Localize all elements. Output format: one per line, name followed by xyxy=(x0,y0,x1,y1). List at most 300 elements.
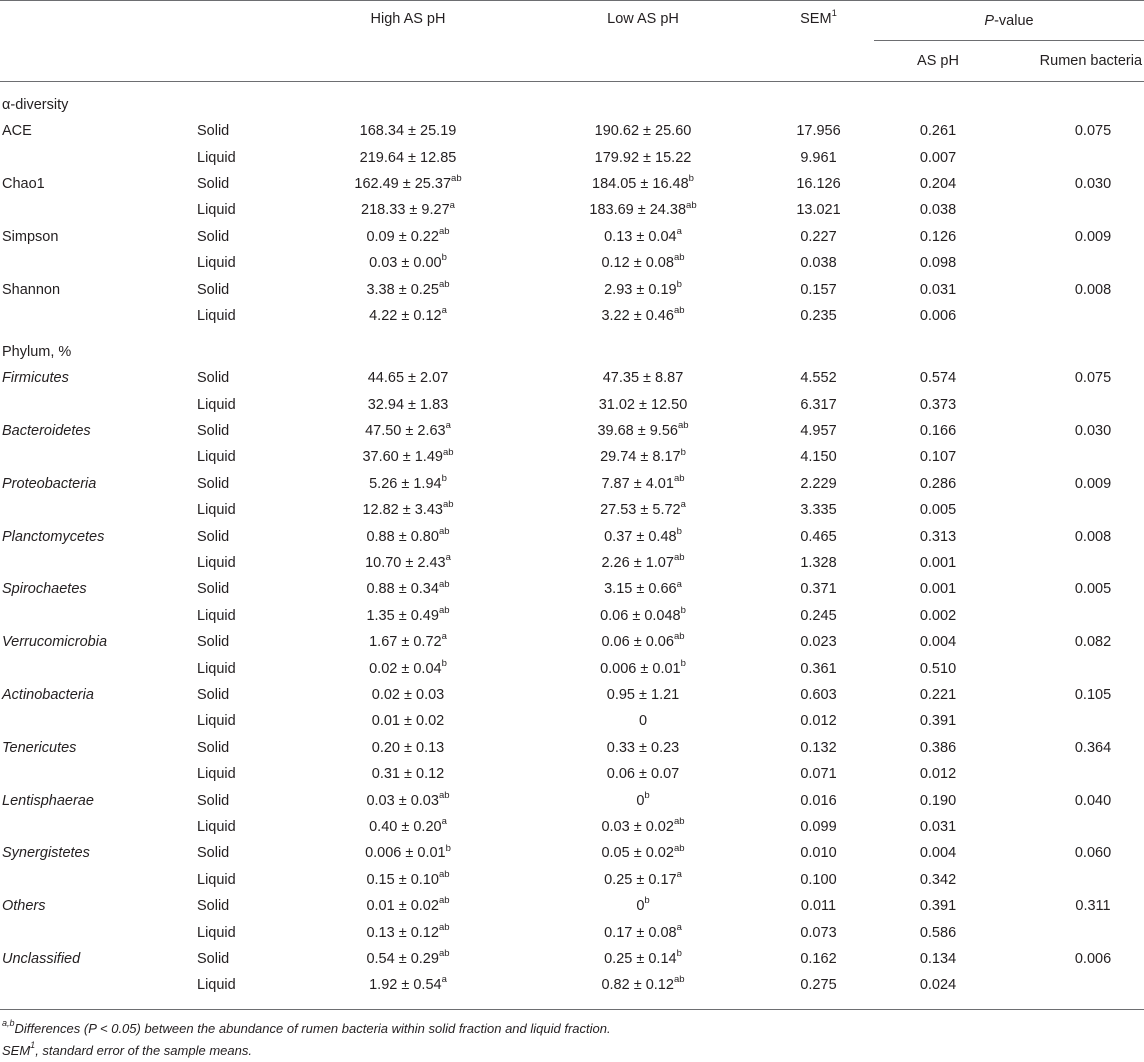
high-as-ph-cell-value: 47.50 ± 2.63 xyxy=(365,423,446,440)
row-name: Bacteroidetes xyxy=(2,423,91,440)
p-as-ph-cell: 0.004 xyxy=(919,634,957,651)
sem-cell: 0.012 xyxy=(800,713,837,730)
fraction-cell: Solid xyxy=(197,581,230,598)
row-name-empty xyxy=(0,655,197,681)
low-as-ph-cell xyxy=(523,303,763,329)
high-as-ph-cell-value: 0.88 ± 0.80 xyxy=(366,528,439,545)
low-as-ph-cell-value: 183.69 ± 24.38 xyxy=(589,202,687,219)
p-as-ph-cell: 0.391 xyxy=(919,713,957,730)
row-name: Synergistetes xyxy=(2,845,90,862)
header-sem-label: SEM xyxy=(800,11,832,27)
p-rumen-cell: 0.005 xyxy=(1074,581,1112,598)
sem-cell: 0.010 xyxy=(800,845,837,862)
row-name: Planctomycetes xyxy=(2,528,105,545)
low-as-ph-cell-superscript: ab xyxy=(673,631,685,643)
fraction-cell: Liquid xyxy=(197,149,236,166)
p-rumen-cell xyxy=(1002,497,1144,523)
high-as-ph-cell-superscript: ab xyxy=(438,789,450,801)
low-as-ph-cell-value: 0.03 ± 0.02 xyxy=(601,818,674,835)
row-name: Verrucomicrobia xyxy=(2,634,108,651)
table-row xyxy=(0,655,1144,681)
fraction-cell: Liquid xyxy=(197,449,236,466)
low-as-ph-cell-value: 0.17 ± 0.08 xyxy=(604,924,677,941)
table-row xyxy=(0,171,1144,197)
p-rumen-cell xyxy=(1002,392,1144,418)
sem-cell: 0.361 xyxy=(800,660,837,677)
high-as-ph-cell-value: 0.03 ± 0.03 xyxy=(366,792,439,809)
low-as-ph-cell xyxy=(523,576,763,602)
table-row xyxy=(0,682,1144,708)
sem-cell: 0.157 xyxy=(800,281,837,298)
low-as-ph-cell xyxy=(523,392,763,418)
fraction-cell: Solid xyxy=(197,634,230,651)
high-as-ph-cell-value: 12.82 ± 3.43 xyxy=(362,502,443,519)
low-as-ph-cell xyxy=(523,144,763,170)
sem-cell: 2.229 xyxy=(800,475,837,492)
table-row xyxy=(0,893,1144,919)
fraction-cell: Solid xyxy=(197,792,230,809)
low-as-ph-cell-value: 184.05 ± 16.48 xyxy=(592,175,689,192)
p-as-ph-cell: 0.134 xyxy=(919,950,957,967)
high-as-ph-cell-value: 32.94 ± 1.83 xyxy=(367,396,449,413)
section-header-row xyxy=(0,338,1144,365)
table-row xyxy=(0,946,1144,972)
footnote-1 xyxy=(2,1018,1144,1040)
high-as-ph-cell xyxy=(293,144,523,170)
high-as-ph-cell-superscript: b xyxy=(441,657,447,669)
high-as-ph-cell xyxy=(293,708,523,734)
table-row xyxy=(0,418,1144,444)
footnote-2-text: , standard error of the sample means. xyxy=(35,1042,252,1058)
low-as-ph-cell xyxy=(523,250,763,276)
fraction-cell: Solid xyxy=(197,475,230,492)
table-row xyxy=(0,250,1144,276)
p-rumen-cell xyxy=(1002,761,1144,787)
p-as-ph-cell: 0.004 xyxy=(919,845,957,862)
low-as-ph-cell xyxy=(523,629,763,655)
high-as-ph-cell-superscript: b xyxy=(441,473,447,485)
p-as-ph-cell: 0.391 xyxy=(919,898,957,915)
low-as-ph-cell-superscript: b xyxy=(644,895,650,907)
high-as-ph-cell-value: 1.92 ± 0.54 xyxy=(369,977,442,994)
p-as-ph-cell: 0.006 xyxy=(919,307,957,324)
p-as-ph-cell: 0.012 xyxy=(919,766,957,783)
high-as-ph-cell-value: 0.01 ± 0.02 xyxy=(371,713,445,730)
footnotes xyxy=(0,1018,1144,1062)
p-rumen-cell: 0.009 xyxy=(1074,475,1112,492)
row-name-empty xyxy=(0,303,197,329)
p-as-ph-cell: 0.001 xyxy=(919,581,957,598)
low-as-ph-cell xyxy=(523,814,763,840)
row-name: Actinobacteria xyxy=(2,687,94,703)
p-rumen-cell: 0.040 xyxy=(1074,792,1112,809)
fraction-cell: Liquid xyxy=(197,502,236,519)
high-as-ph-cell-superscript: a xyxy=(441,631,447,643)
high-as-ph-cell-value: 1.35 ± 0.49 xyxy=(366,607,439,624)
p-as-ph-cell: 0.038 xyxy=(919,202,957,219)
low-as-ph-cell-value: 0.06 ± 0.048 xyxy=(600,607,681,624)
p-as-ph-cell: 0.373 xyxy=(919,396,957,413)
p-rumen-cell xyxy=(1002,250,1144,276)
low-as-ph-cell xyxy=(523,761,763,787)
fraction-cell: Solid xyxy=(197,687,230,703)
p-as-ph-cell: 0.031 xyxy=(919,818,957,835)
row-name: Others xyxy=(2,898,46,915)
p-as-ph-cell: 0.031 xyxy=(919,281,957,298)
table-row xyxy=(0,629,1144,655)
p-as-ph-cell: 0.386 xyxy=(919,739,957,756)
table-row xyxy=(0,224,1144,250)
sem-cell: 1.328 xyxy=(800,555,837,572)
low-as-ph-cell-value: 29.74 ± 8.17 xyxy=(600,449,681,466)
sem-cell: 0.023 xyxy=(800,634,837,651)
high-as-ph-cell-value: 44.65 ± 2.07 xyxy=(367,370,449,387)
high-as-ph-cell-value: 218.33 ± 9.27 xyxy=(361,202,450,219)
high-as-ph-cell-value: 0.20 ± 0.13 xyxy=(371,739,445,756)
row-name-empty xyxy=(0,867,197,893)
high-as-ph-cell-superscript: ab xyxy=(438,578,450,590)
low-as-ph-cell-value: 3.15 ± 0.66 xyxy=(604,581,677,598)
high-as-ph-cell xyxy=(293,197,523,223)
low-as-ph-cell-superscript: b xyxy=(644,789,650,801)
section-spacer xyxy=(0,82,1144,92)
high-as-ph-cell xyxy=(293,303,523,329)
p-rumen-cell xyxy=(1002,867,1144,893)
low-as-ph-cell-superscript: b xyxy=(676,278,682,290)
p-rumen-cell: 0.030 xyxy=(1074,423,1112,440)
table-row xyxy=(0,444,1144,470)
p-as-ph-cell: 0.001 xyxy=(919,555,957,572)
table-row xyxy=(0,867,1144,893)
sem-cell: 9.961 xyxy=(800,149,837,166)
high-as-ph-cell-superscript: ab xyxy=(438,895,450,907)
fraction-cell: Solid xyxy=(197,898,230,915)
sem-cell: 0.038 xyxy=(800,255,837,272)
high-as-ph-cell-superscript: ab xyxy=(451,173,462,185)
low-as-ph-cell-value: 0.33 ± 0.23 xyxy=(606,739,680,756)
low-as-ph-cell-value: 27.53 ± 5.72 xyxy=(600,502,681,519)
p-as-ph-cell: 0.574 xyxy=(919,370,957,387)
low-as-ph-cell xyxy=(523,444,763,470)
low-as-ph-cell xyxy=(523,523,763,549)
low-as-ph-cell xyxy=(523,840,763,866)
table-row xyxy=(0,497,1144,523)
p-as-ph-cell: 0.007 xyxy=(919,149,957,166)
high-as-ph-cell-superscript: a xyxy=(445,552,451,564)
low-as-ph-cell-superscript: b xyxy=(680,657,686,669)
high-as-ph-cell-value: 5.26 ± 1.94 xyxy=(369,475,442,492)
low-as-ph-cell-superscript: ab xyxy=(686,199,697,211)
fraction-cell: Liquid xyxy=(197,660,236,677)
fraction-cell: Liquid xyxy=(197,396,236,413)
header-low-as-ph: Low AS pH xyxy=(523,1,763,82)
high-as-ph-cell-superscript: ab xyxy=(438,948,450,960)
sem-cell: 0.465 xyxy=(800,528,837,545)
high-as-ph-cell xyxy=(293,761,523,787)
low-as-ph-cell xyxy=(523,787,763,813)
p-as-ph-cell: 0.190 xyxy=(919,792,957,809)
fraction-cell: Solid xyxy=(197,281,230,298)
fraction-cell: Liquid xyxy=(197,977,236,994)
high-as-ph-cell xyxy=(293,471,523,497)
high-as-ph-cell xyxy=(293,250,523,276)
low-as-ph-cell-superscript: b xyxy=(676,525,682,537)
low-as-ph-cell xyxy=(523,603,763,629)
fraction-cell: Liquid xyxy=(197,713,236,730)
row-name-empty xyxy=(0,761,197,787)
high-as-ph-cell-value: 0.01 ± 0.02 xyxy=(366,898,439,915)
high-as-ph-cell-value: 162.49 ± 25.37 xyxy=(354,175,452,192)
table-bottom-rule xyxy=(0,999,1144,1010)
row-name-empty xyxy=(0,708,197,734)
high-as-ph-cell-value: 168.34 ± 25.19 xyxy=(359,123,457,140)
section-title: α-diversity xyxy=(2,96,69,113)
fraction-cell: Liquid xyxy=(197,307,236,324)
row-name-empty xyxy=(0,814,197,840)
row-name-empty xyxy=(0,392,197,418)
table-row xyxy=(0,761,1144,787)
low-as-ph-cell xyxy=(523,972,763,998)
high-as-ph-cell-value: 0.40 ± 0.20 xyxy=(369,818,442,835)
row-name-empty xyxy=(0,444,197,470)
low-as-ph-cell xyxy=(523,682,763,708)
high-as-ph-cell xyxy=(293,497,523,523)
high-as-ph-cell xyxy=(293,444,523,470)
low-as-ph-cell-value: 2.26 ± 1.07 xyxy=(601,555,674,572)
fraction-cell: Solid xyxy=(197,950,230,967)
p-rumen-cell: 0.006 xyxy=(1074,950,1112,967)
high-as-ph-cell-value: 0.006 ± 0.01 xyxy=(365,845,446,862)
header-blank-fraction xyxy=(197,1,293,82)
low-as-ph-cell xyxy=(523,735,763,761)
high-as-ph-cell-value: 10.70 ± 2.43 xyxy=(365,555,446,572)
high-as-ph-cell-superscript: ab xyxy=(438,225,450,237)
p-rumen-cell: 0.075 xyxy=(1074,123,1112,140)
p-rumen-cell: 0.311 xyxy=(1075,898,1111,915)
high-as-ph-cell-superscript: a xyxy=(445,420,451,432)
header-sem xyxy=(763,1,874,82)
low-as-ph-cell-superscript: a xyxy=(676,225,682,237)
footnote-2-sup: 1 xyxy=(30,1040,36,1051)
low-as-ph-cell-value: 0.06 ± 0.06 xyxy=(601,634,674,651)
p-rumen-cell: 0.008 xyxy=(1074,281,1112,298)
high-as-ph-cell-superscript: b xyxy=(441,252,447,264)
table-row xyxy=(0,392,1144,418)
high-as-ph-cell-superscript: ab xyxy=(442,499,454,511)
fraction-cell: Liquid xyxy=(197,255,236,272)
header-row-1 xyxy=(0,1,1144,41)
low-as-ph-cell-value: 0 xyxy=(636,898,645,915)
low-as-ph-cell-superscript: ab xyxy=(673,252,685,264)
row-name: Tenericutes xyxy=(2,739,77,756)
high-as-ph-cell-superscript: ab xyxy=(442,446,454,458)
high-as-ph-cell xyxy=(293,814,523,840)
p-rumen-cell: 0.030 xyxy=(1074,175,1112,192)
high-as-ph-cell-superscript: a xyxy=(449,199,455,211)
sem-cell: 6.317 xyxy=(800,396,837,413)
high-as-ph-cell-value: 4.22 ± 0.12 xyxy=(369,307,442,324)
high-as-ph-cell xyxy=(293,840,523,866)
fraction-cell: Liquid xyxy=(197,555,236,572)
high-as-ph-cell-value: 37.60 ± 1.49 xyxy=(362,449,443,466)
p-as-ph-cell: 0.261 xyxy=(919,123,957,140)
high-as-ph-cell-superscript: ab xyxy=(438,525,450,537)
high-as-ph-cell-value: 3.38 ± 0.25 xyxy=(366,281,439,298)
header-pvalue-as-ph: AS pH xyxy=(874,41,1002,82)
high-as-ph-cell-value: 219.64 ± 12.85 xyxy=(359,149,457,166)
high-as-ph-cell-superscript: ab xyxy=(438,868,450,880)
spacer-cell xyxy=(0,329,1144,338)
high-as-ph-cell xyxy=(293,893,523,919)
low-as-ph-cell xyxy=(523,550,763,576)
table-body xyxy=(0,82,1144,1010)
p-rumen-cell: 0.009 xyxy=(1074,228,1112,245)
p-rumen-cell xyxy=(1002,919,1144,945)
section-title: Phylum, % xyxy=(2,343,72,360)
fraction-cell: Solid xyxy=(197,739,230,756)
p-rumen-cell xyxy=(1002,550,1144,576)
fraction-cell: Liquid xyxy=(197,924,236,941)
low-as-ph-cell-value: 0.37 ± 0.48 xyxy=(604,528,677,545)
sem-cell: 0.162 xyxy=(800,950,837,967)
header-pvalue xyxy=(874,1,1144,41)
high-as-ph-cell-value: 0.02 ± 0.04 xyxy=(369,660,442,677)
high-as-ph-cell-superscript: a xyxy=(441,974,447,986)
sem-cell: 0.100 xyxy=(800,871,837,888)
high-as-ph-cell xyxy=(293,735,523,761)
p-as-ph-cell: 0.024 xyxy=(919,977,957,994)
p-as-ph-cell: 0.005 xyxy=(919,502,957,519)
low-as-ph-cell xyxy=(523,655,763,681)
low-as-ph-cell xyxy=(523,946,763,972)
row-name-empty xyxy=(0,603,197,629)
p-rumen-cell xyxy=(1002,708,1144,734)
table-row xyxy=(0,919,1144,945)
p-rumen-cell: 0.075 xyxy=(1074,370,1112,387)
fraction-cell: Solid xyxy=(197,528,230,545)
low-as-ph-cell-superscript: ab xyxy=(673,816,685,828)
table-row xyxy=(0,144,1144,170)
p-rumen-cell xyxy=(1002,972,1144,998)
sem-cell: 3.335 xyxy=(800,502,837,519)
low-as-ph-cell-superscript: b xyxy=(680,446,686,458)
low-as-ph-cell-value: 2.93 ± 0.19 xyxy=(604,281,677,298)
high-as-ph-cell-value: 0.03 ± 0.00 xyxy=(369,255,442,272)
high-as-ph-cell xyxy=(293,919,523,945)
low-as-ph-cell-superscript: a xyxy=(676,868,682,880)
table-row xyxy=(0,576,1144,602)
fraction-cell: Solid xyxy=(197,228,230,245)
low-as-ph-cell-superscript: ab xyxy=(673,842,685,854)
low-as-ph-cell xyxy=(523,118,763,144)
fraction-cell: Liquid xyxy=(197,202,236,219)
high-as-ph-cell xyxy=(293,867,523,893)
table-row xyxy=(0,550,1144,576)
table-row xyxy=(0,814,1144,840)
high-as-ph-cell-superscript: a xyxy=(441,305,447,317)
fraction-cell: Solid xyxy=(197,175,230,192)
p-rumen-cell xyxy=(1002,444,1144,470)
table-row xyxy=(0,303,1144,329)
row-name: Unclassified xyxy=(2,950,81,967)
footnote-2-prefix: SEM xyxy=(2,1042,31,1058)
p-as-ph-cell: 0.313 xyxy=(919,528,957,545)
low-as-ph-cell-value: 47.35 ± 8.87 xyxy=(602,370,684,387)
sem-cell: 16.126 xyxy=(796,175,841,192)
header-pvalue-p: P xyxy=(984,12,995,29)
table-row xyxy=(0,708,1144,734)
low-as-ph-cell-superscript: ab xyxy=(673,974,685,986)
table-row xyxy=(0,276,1144,302)
row-name: Firmicutes xyxy=(2,370,69,387)
low-as-ph-cell-value: 0 xyxy=(638,713,648,730)
low-as-ph-cell-superscript: b xyxy=(688,173,694,185)
high-as-ph-cell xyxy=(293,224,523,250)
high-as-ph-cell-value: 0.02 ± 0.03 xyxy=(371,687,445,703)
header-pvalue-suffix: -value xyxy=(994,12,1034,29)
low-as-ph-cell xyxy=(523,919,763,945)
p-as-ph-cell: 0.221 xyxy=(919,687,957,703)
low-as-ph-cell xyxy=(523,224,763,250)
row-name-empty xyxy=(0,144,197,170)
high-as-ph-cell-value: 0.13 ± 0.12 xyxy=(366,924,439,941)
table-row xyxy=(0,365,1144,391)
low-as-ph-cell-value: 0.006 ± 0.01 xyxy=(600,660,681,677)
high-as-ph-cell xyxy=(293,392,523,418)
high-as-ph-cell-superscript: ab xyxy=(438,921,450,933)
sem-cell: 0.132 xyxy=(800,739,837,756)
p-rumen-cell: 0.082 xyxy=(1074,634,1112,651)
sem-cell: 13.021 xyxy=(796,202,841,219)
high-as-ph-cell xyxy=(293,787,523,813)
sem-cell: 4.957 xyxy=(800,423,837,440)
p-rumen-cell: 0.105 xyxy=(1074,687,1112,703)
row-name: Simpson xyxy=(2,228,59,245)
high-as-ph-cell-superscript: ab xyxy=(438,278,450,290)
sem-cell: 0.227 xyxy=(800,228,837,245)
sem-cell: 17.956 xyxy=(796,123,841,140)
fraction-cell: Solid xyxy=(197,123,230,140)
high-as-ph-cell xyxy=(293,603,523,629)
row-name: Spirochaetes xyxy=(2,581,87,598)
p-as-ph-cell: 0.204 xyxy=(919,175,957,192)
footnote-1-sup: a,b xyxy=(2,1018,15,1029)
sem-cell: 0.099 xyxy=(800,818,837,835)
low-as-ph-cell xyxy=(523,418,763,444)
high-as-ph-cell xyxy=(293,629,523,655)
p-rumen-cell: 0.008 xyxy=(1074,528,1112,545)
high-as-ph-cell xyxy=(293,655,523,681)
table-row xyxy=(0,787,1144,813)
low-as-ph-cell xyxy=(523,867,763,893)
p-rumen-cell xyxy=(1002,303,1144,329)
low-as-ph-cell xyxy=(523,497,763,523)
low-as-ph-cell xyxy=(523,893,763,919)
high-as-ph-cell xyxy=(293,682,523,708)
low-as-ph-cell-superscript: b xyxy=(680,605,686,616)
low-as-ph-cell-superscript: b xyxy=(676,948,682,960)
row-name-empty xyxy=(0,972,197,998)
table-row xyxy=(0,197,1144,223)
low-as-ph-cell-superscript: a xyxy=(676,921,682,933)
high-as-ph-cell xyxy=(293,576,523,602)
high-as-ph-cell xyxy=(293,972,523,998)
high-as-ph-cell xyxy=(293,550,523,576)
high-as-ph-cell-superscript: a xyxy=(441,816,447,828)
high-as-ph-cell-value: 0.15 ± 0.10 xyxy=(366,871,439,888)
table-row xyxy=(0,840,1144,866)
table-row xyxy=(0,471,1144,497)
